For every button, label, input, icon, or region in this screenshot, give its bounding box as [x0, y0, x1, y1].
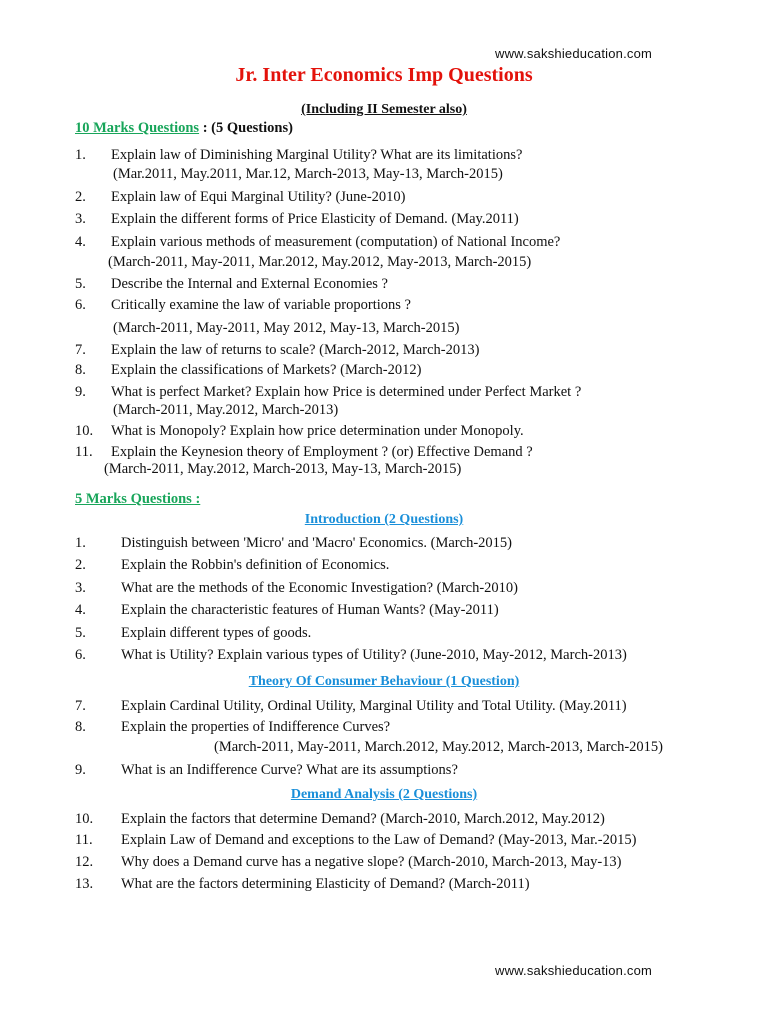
- question-text: What are the factors determining Elasticity of Demand? (March-2011): [121, 876, 530, 892]
- item-number: 4.: [75, 602, 86, 618]
- question-years: (March-2011, May.2012, March-2013): [113, 402, 339, 418]
- question-text: Distinguish between 'Micro' and 'Macro' Economics. (March-2015): [121, 535, 512, 551]
- page-subtitle: (Including II Semester also): [301, 102, 467, 117]
- item-number: 7.: [75, 342, 86, 358]
- question-text: Explain Law of Demand and exceptions to the Law of Demand? (May-2013, Mar.-2015): [121, 832, 637, 848]
- item-number: 12.: [75, 854, 94, 870]
- question-years: (March-2011, May-2011, Mar.2012, May.2012, May-2013, March-2015): [108, 254, 532, 270]
- item-number: 8.: [75, 362, 86, 378]
- question-text: What is an Indifference Curve? What are its assumptions?: [121, 762, 458, 778]
- item-number: 2.: [75, 557, 86, 573]
- item-number: 1.: [75, 535, 86, 551]
- question-text: Explain law of Equi Marginal Utility? (June-2010): [111, 189, 406, 205]
- item-number: 10.: [75, 423, 94, 439]
- item-number: 13.: [75, 876, 94, 892]
- question-text: Why does a Demand curve has a negative slope? (March-2010, March-2013, May-13): [121, 854, 622, 870]
- item-number: 5.: [75, 625, 86, 641]
- question-text: Explain different types of goods.: [121, 625, 312, 641]
- website-header: www.sakshieducation.com: [495, 46, 653, 61]
- question-text: Explain the classifications of Markets? (March-2012): [111, 362, 422, 378]
- item-number: 6.: [75, 647, 86, 663]
- item-number: 1.: [75, 147, 86, 163]
- question-years: (March-2011, May.2012, March-2013, May-13, March-2015): [104, 461, 462, 477]
- item-number: 3.: [75, 211, 86, 227]
- item-number: 4.: [75, 234, 86, 250]
- ten-marks-heading: [75, 120, 293, 137]
- consumer-behaviour-heading: Theory Of Consumer Behaviour (1 Question): [248, 674, 520, 689]
- item-number: 9.: [75, 762, 86, 778]
- question-text: Explain the Robbin's definition of Economics.: [121, 557, 390, 573]
- question-text: What is Monopoly? Explain how price determination under Monopoly.: [111, 423, 524, 439]
- website-footer: www.sakshieducation.com: [495, 963, 653, 978]
- question-text: Describe the Internal and External Economies ?: [111, 276, 388, 292]
- item-number: 11.: [75, 444, 93, 460]
- item-number: 10.: [75, 811, 94, 827]
- question-text: Explain various methods of measurement (computation) of National Income?: [111, 234, 561, 250]
- introduction-heading: Introduction (2 Questions): [304, 512, 464, 527]
- question-text: Explain Cardinal Utility, Ordinal Utility, Marginal Utility and Total Utility. (May.2011): [121, 698, 627, 714]
- question-text: Explain law of Diminishing Marginal Utility? What are its limitations?: [111, 147, 523, 163]
- question-text: Explain the different forms of Price Elasticity of Demand. (May.2011): [111, 211, 519, 227]
- five-marks-heading: 5 Marks Questions :: [75, 491, 201, 507]
- page-title: Jr. Inter Economics Imp Questions: [235, 64, 533, 86]
- question-years: (Mar.2011, May.2011, Mar.12, March-2013, May-13, March-2015): [113, 166, 503, 182]
- item-number: 5.: [75, 276, 86, 292]
- question-text: Explain the characteristic features of Human Wants? (May-2011): [121, 602, 499, 618]
- item-number: 7.: [75, 698, 86, 714]
- question-text: Explain the Keynesion theory of Employment ? (or) Effective Demand ?: [111, 444, 533, 460]
- question-text: What is Utility? Explain various types of Utility? (June-2010, May-2012, March-2013): [121, 647, 627, 663]
- item-number: 11.: [75, 832, 93, 848]
- item-number: 3.: [75, 580, 86, 596]
- question-text: Critically examine the law of variable proportions ?: [111, 297, 411, 313]
- question-text: What is perfect Market? Explain how Price is determined under Perfect Market ?: [111, 384, 582, 400]
- item-number: 9.: [75, 384, 86, 400]
- item-number: 2.: [75, 189, 86, 205]
- demand-analysis-heading: Demand Analysis (2 Questions): [290, 787, 478, 802]
- question-text: Explain the factors that determine Demand? (March-2010, March.2012, May.2012): [121, 811, 605, 827]
- question-years: (March-2011, May-2011, March.2012, May.2012, March-2013, March-2015): [214, 739, 663, 755]
- ten-marks-count: : (5 Questions): [202, 120, 293, 136]
- ten-marks-label: 10 Marks Questions: [75, 120, 200, 136]
- item-number: 8.: [75, 719, 86, 735]
- question-text: Explain the properties of Indifference Curves?: [121, 719, 391, 735]
- question-years: (March-2011, May-2011, May 2012, May-13, March-2015): [113, 320, 460, 336]
- question-text: What are the methods of the Economic Investigation? (March-2010): [121, 580, 519, 596]
- question-text: Explain the law of returns to scale? (March-2012, March-2013): [111, 342, 480, 358]
- item-number: 6.: [75, 297, 86, 313]
